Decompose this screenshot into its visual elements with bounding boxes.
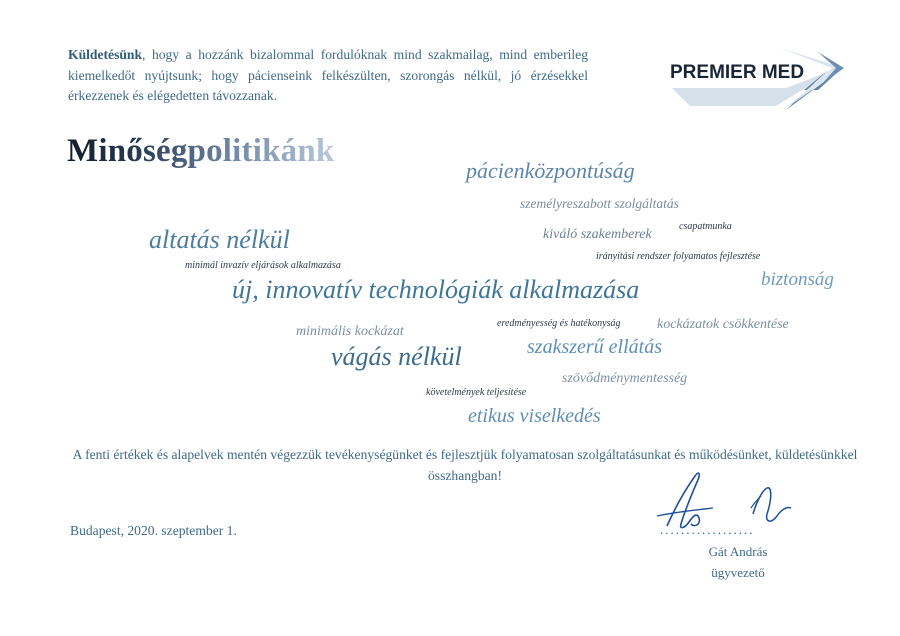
- mission-lead: Küldetésünk: [68, 47, 143, 62]
- word-szakszeru-ellatas: szakszerű ellátás: [527, 336, 662, 358]
- logo-text: PREMIER MED: [670, 62, 805, 83]
- signer-name: Gát András: [708, 544, 768, 559]
- word-eredmenyesseg: eredményesség és hatékonyság: [497, 318, 621, 329]
- word-biztonsag: biztonság: [761, 269, 834, 290]
- word-vagas-nelkul: vágás nélkül: [331, 342, 462, 371]
- signer-role: ügyvezető: [711, 565, 765, 580]
- word-innovativ-technologiak: új, innovatív technológiák alkalmazása: [232, 275, 640, 304]
- mission-statement: [68, 45, 588, 107]
- word-kovetelmenyek: követelmények teljesítése: [426, 387, 527, 398]
- word-iranyitasi-rendszer: irányítási rendszer folyamatos fejlesztése: [596, 251, 761, 262]
- page-title: Minőségpolitikánk: [67, 133, 335, 169]
- word-szemelyreszabott: személyreszabott szolgáltatás: [520, 196, 679, 211]
- word-altatas-nelkul: altatás nélkül: [149, 225, 290, 254]
- closing-statement: A fenti értékek és alapelvek mentén végezzük tevékenységünket és fejlesztjük folyamatosan szolgáltatásunkat és működésünket, küldetésünkkel összhangban!: [72, 447, 858, 483]
- word-szovodmenymentesseg: szövődménymentesség: [562, 371, 688, 386]
- signer-block: [688, 541, 788, 583]
- word-minimal-invaziv: minimál invazív eljárások alkalmazása: [185, 260, 341, 271]
- word-minimalis-kockazat: minimális kockázat: [296, 324, 404, 339]
- word-paciensközpontúság: pácienközpontúság: [466, 158, 635, 183]
- signature-line: ..................: [660, 522, 755, 537]
- word-csapatmunka: csapatmunka: [679, 221, 732, 232]
- mission-text: , hogy a hozzánk bizalommal fordulóknak mind szakmailag, mind emberileg kiemelkedőt nyújtsunk; hogy pácienseink felkészülten, szorongás nélkül, jó érzésekkel érkezzenek és elégedetten távozzanak.: [68, 47, 588, 103]
- date-place: Budapest, 2020. szeptember 1.: [70, 523, 237, 538]
- word-kivalo-szakemberek: kiváló szakemberek: [543, 227, 652, 242]
- premier-med-logo: [668, 46, 848, 112]
- word-etikus-viselkedes: etikus viselkedés: [468, 405, 601, 427]
- word-kockazatok-csokkentese: kockázatok csökkentése: [657, 317, 789, 332]
